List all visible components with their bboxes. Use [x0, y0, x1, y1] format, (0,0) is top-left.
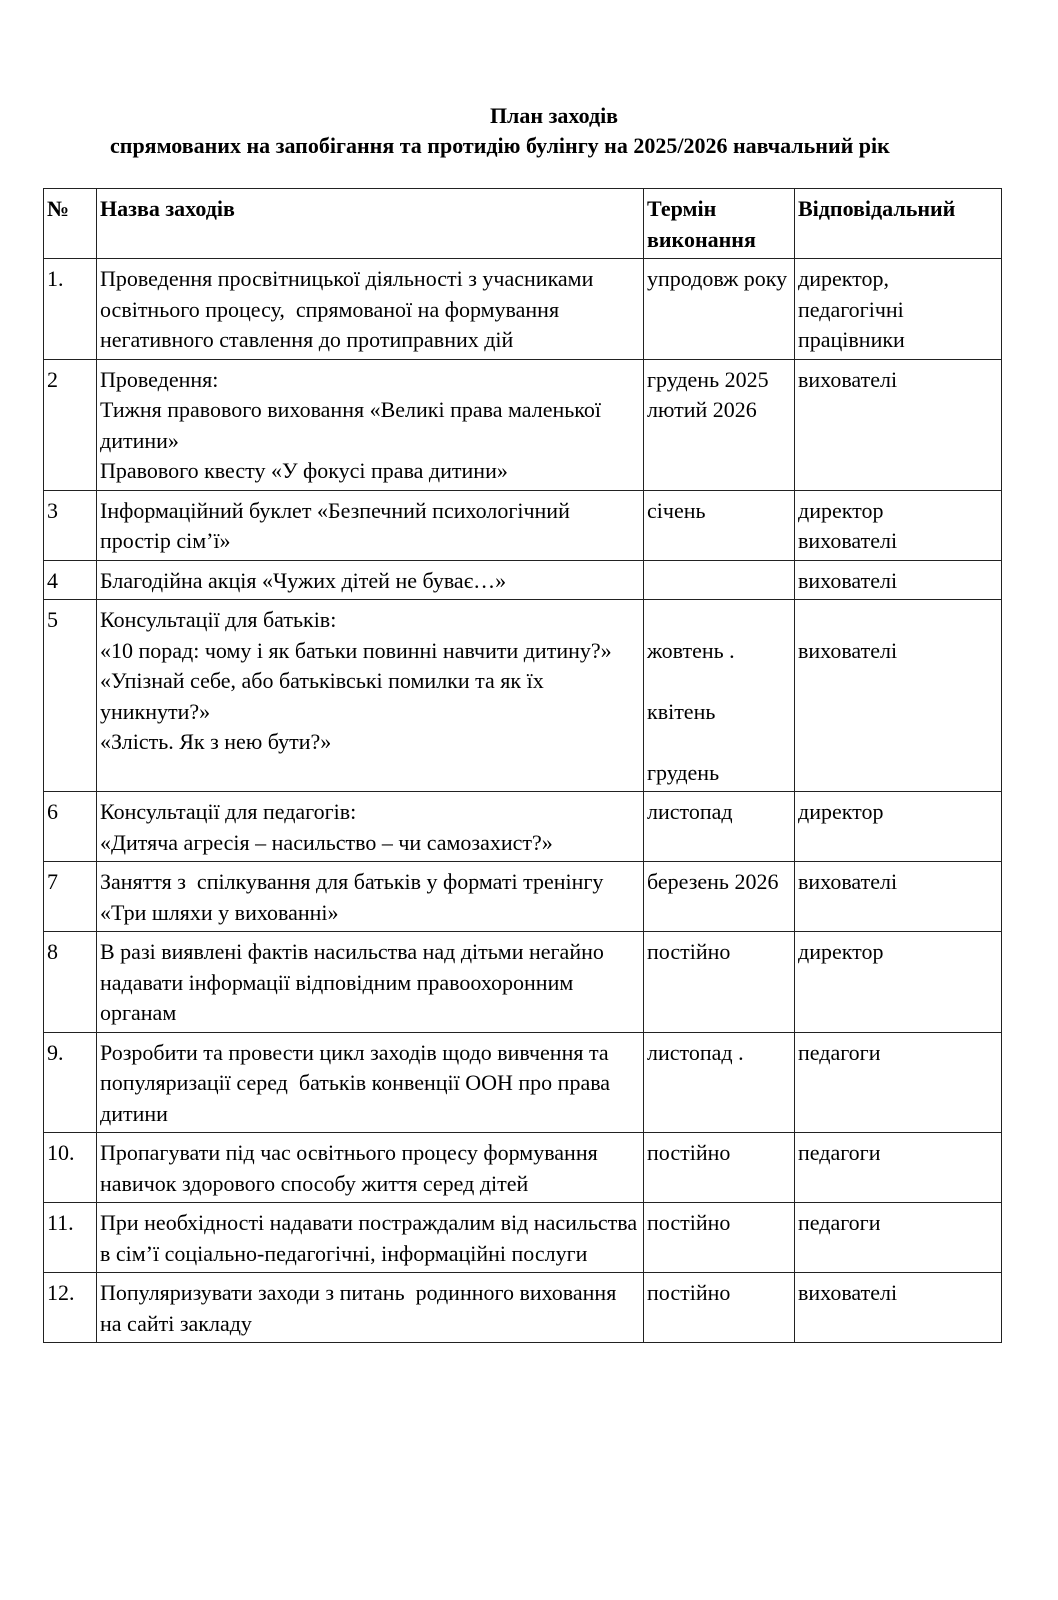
table-row	[44, 1133, 1002, 1203]
row-term	[644, 932, 795, 1033]
row-responsible	[795, 1133, 1002, 1203]
table-row	[44, 1203, 1002, 1273]
row-responsible	[795, 932, 1002, 1033]
row-number: 6	[44, 792, 97, 862]
cell-line: педагоги	[798, 1039, 881, 1065]
cell-line: Проведення просвітницької діяльності з учасниками освітнього процесу, спрямованої на формування негативного ставлення до протиправних дій	[100, 266, 599, 352]
row-responsible	[795, 1273, 1002, 1343]
row-term	[644, 600, 795, 792]
cell-line: грудень	[647, 759, 720, 785]
cell-line: Пропагувати під час освітнього процесу формування навичок здорового способу життя серед дітей	[100, 1140, 604, 1196]
row-term	[644, 490, 795, 560]
table-row	[44, 1032, 1002, 1133]
cell-line: вихователі	[798, 567, 898, 593]
row-responsible	[795, 490, 1002, 560]
title-block	[0, 101, 1058, 161]
row-responsible	[795, 792, 1002, 862]
cell-line: педагоги	[798, 1140, 881, 1165]
cell-spacer	[647, 666, 792, 697]
cell-line: січень	[647, 497, 706, 523]
cell-line: вихователі	[798, 528, 898, 553]
row-responsible	[795, 1032, 1002, 1133]
measures-table	[43, 188, 1002, 1343]
cell-line: постійно	[647, 1210, 731, 1235]
row-number: 1.	[44, 259, 97, 360]
row-name	[97, 1273, 644, 1343]
cell-line: Заняття з спілкування для батьків у форматі тренінгу «Три шляхи у вихованні»	[100, 869, 609, 925]
row-term	[644, 1273, 795, 1343]
row-name	[97, 490, 644, 560]
row-name	[97, 600, 644, 792]
cell-line: Тижня правового виховання «Великі права маленької дитини»	[100, 397, 607, 453]
row-number: 5	[44, 600, 97, 792]
row-name	[97, 359, 644, 490]
table-row	[44, 600, 1002, 792]
row-term	[644, 560, 795, 600]
cell-line: вихователі	[798, 1280, 898, 1305]
cell-line: «Упізнай себе, або батьківські помилки та як їх уникнути?»	[100, 668, 550, 724]
cell-line: При необхідності надавати постраждалим від насильства в сім’ї соціально-педагогічні, інформаційні послуги	[100, 1210, 643, 1266]
cell-line: директор	[798, 799, 884, 824]
cell-line: «Дитяча агресія – насильство – чи самозахист?»	[100, 829, 553, 855]
cell-line: вихователі	[798, 637, 898, 663]
cell-line: директор	[798, 497, 884, 523]
cell-line: «Злість. Як з нею бути?»	[100, 729, 332, 754]
row-term	[644, 1203, 795, 1273]
cell-line: Інформаційний буклет «Безпечний психологічний простір сім’ї»	[100, 497, 576, 553]
cell-line: лютий 2026	[647, 397, 757, 422]
table-row	[44, 792, 1002, 862]
cell-line: педагоги	[798, 1210, 881, 1235]
row-name	[97, 560, 644, 600]
table-row	[44, 862, 1002, 932]
cell-line: Консультації для педагогів:	[100, 799, 357, 824]
row-term	[644, 1133, 795, 1203]
table-body	[44, 259, 1002, 1343]
cell-line: постійно	[647, 1280, 731, 1305]
table-row	[44, 932, 1002, 1033]
row-responsible	[795, 259, 1002, 360]
row-term	[644, 359, 795, 490]
row-term	[644, 862, 795, 932]
cell-line: квітень	[647, 698, 716, 724]
row-number: 2	[44, 359, 97, 490]
cell-line: Благодійна акція «Чужих дітей не буває…»	[100, 567, 507, 593]
cell-line: В разі виявлені фактів насильства над дітьми негайно надавати інформації відповідним правоохоронним органам	[100, 939, 610, 1025]
header-responsible: Відповідальний	[795, 189, 1002, 259]
cell-line: Консультації для батьків:	[100, 607, 337, 632]
row-name	[97, 932, 644, 1033]
table-row	[44, 359, 1002, 490]
cell-line: березень 2026	[647, 869, 779, 894]
row-term	[644, 1032, 795, 1133]
header-number: №	[44, 189, 97, 259]
row-number: 4	[44, 560, 97, 600]
cell-line: листопад	[647, 799, 733, 824]
row-number: 8	[44, 932, 97, 1033]
row-name	[97, 1203, 644, 1273]
table-header-row	[44, 189, 1002, 259]
cell-spacer	[647, 605, 792, 636]
row-name	[97, 792, 644, 862]
header-term: Термін виконання	[644, 189, 795, 259]
row-responsible	[795, 359, 1002, 490]
table-row	[44, 259, 1002, 360]
row-name	[97, 259, 644, 360]
cell-line: Правового квесту «У фокусі права дитини»	[100, 458, 508, 483]
cell-spacer	[647, 727, 792, 758]
row-responsible	[795, 560, 1002, 600]
cell-spacer	[798, 605, 999, 636]
cell-line: жовтень .	[647, 637, 735, 663]
cell-line: Розробити та провести цикл заходів щодо вивчення та популяризації серед батьків конвенції ООН про права дитини	[100, 1039, 616, 1126]
cell-line: директор, педагогічні працівники	[798, 266, 910, 352]
cell-line: Проведення:	[100, 366, 219, 392]
row-number: 12.	[44, 1273, 97, 1343]
row-name	[97, 862, 644, 932]
header-name: Назва заходів	[97, 189, 644, 259]
row-number: 3	[44, 490, 97, 560]
row-number: 11.	[44, 1203, 97, 1273]
row-term	[644, 259, 795, 360]
row-responsible	[795, 862, 1002, 932]
row-number: 9.	[44, 1032, 97, 1133]
row-name	[97, 1032, 644, 1133]
cell-line: постійно	[647, 1140, 731, 1165]
row-number: 7	[44, 862, 97, 932]
cell-line: упродовж року	[647, 266, 788, 291]
table-row	[44, 560, 1002, 600]
cell-line: вихователі	[798, 366, 898, 392]
row-responsible	[795, 1203, 1002, 1273]
row-name	[97, 1133, 644, 1203]
cell-line: листопад .	[647, 1039, 744, 1065]
row-number: 10.	[44, 1133, 97, 1203]
table-row	[44, 1273, 1002, 1343]
table-row	[44, 490, 1002, 560]
document-title: План заходів	[489, 103, 619, 128]
document-subtitle: спрямованих на запобігання та протидію булінгу на 2025/2026 навчальний рік	[110, 133, 890, 158]
row-term	[644, 792, 795, 862]
cell-line: вихователі	[798, 869, 898, 894]
cell-line: директор	[798, 939, 884, 964]
cell-line: Популяризувати заходи з питань родинного виховання на сайті закладу	[100, 1280, 622, 1336]
cell-line: постійно	[647, 939, 731, 964]
row-responsible	[795, 600, 1002, 792]
cell-line: грудень 2025	[647, 366, 769, 392]
cell-line: «10 порад: чому і як батьки повинні навчити дитину?»	[100, 637, 612, 663]
